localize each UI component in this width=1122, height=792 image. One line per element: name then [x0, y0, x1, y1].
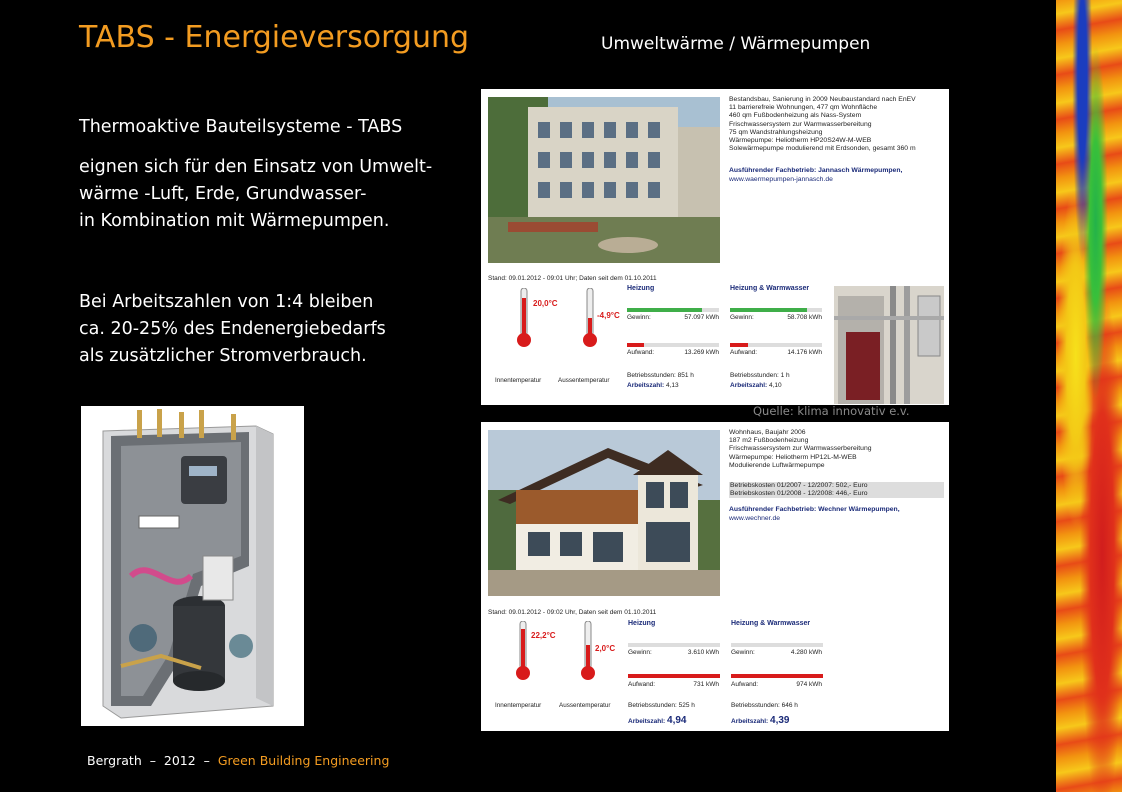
outdoor-label: Aussentemperatur — [558, 377, 610, 384]
footer — [87, 753, 389, 768]
info-line: Modulierende Luftwärmepumpe — [729, 461, 825, 469]
operating-cost-2008: Betriebskosten 01/2008 - 12/2008: 446,- Euro — [729, 490, 944, 498]
intro-line: Thermoaktive Bauteilsysteme - TABS — [79, 117, 403, 137]
cop-value: 4,39 — [770, 715, 790, 726]
cop-value: 4,13 — [666, 382, 679, 389]
heating-gain-fill — [627, 308, 702, 312]
house-drawing — [488, 430, 720, 596]
status-timestamp: Stand: 09.01.2012 - 09:01 Uhr; Daten seit dem 01.10.2011 — [488, 275, 657, 282]
page-title: TABS - Energieversorgung — [79, 20, 470, 55]
heat-pump-illustration — [81, 406, 304, 726]
heating-water-operating-hours: Betriebsstunden: 646 h — [731, 702, 798, 709]
contractor-url[interactable]: www.wechner.de — [729, 514, 781, 522]
heating-water-gain-label: Gewinn: — [730, 314, 754, 321]
outdoor-temperature: 2,0°C — [595, 644, 616, 653]
heating-gain-bar — [628, 643, 720, 647]
page-subtitle: Umweltwärme / Wärmepumpen — [601, 34, 871, 54]
heating-water-gain-value: 58.708 kWh — [787, 314, 822, 321]
workload-paragraph — [79, 289, 386, 370]
cop-label: Arbeitszahl: — [730, 382, 768, 389]
heating-gain-label: Gewinn: — [627, 314, 651, 321]
heating-operating-hours: Betriebsstunden: 525 h — [628, 702, 695, 709]
heating-water-cop — [731, 715, 789, 726]
info-line: 460 qm Fußbodenheizung als Nass-System — [729, 112, 862, 120]
cop-label: Arbeitszahl: — [627, 382, 665, 389]
indoor-label: Innentemperatur — [495, 702, 542, 709]
info-line: 11 barrierefreie Wohnungen, 477 qm Wohnfläche — [729, 104, 878, 112]
building-photo-2 — [488, 430, 720, 596]
heating-water-expense-value: 14.176 kWh — [787, 349, 822, 356]
text-line: wärme -Luft, Erde, Grundwasser- — [79, 184, 367, 204]
building-photo-1 — [488, 97, 720, 263]
heating-expense-fill — [628, 674, 720, 678]
footer-author: Bergrath — [87, 753, 142, 768]
contractor-name: Ausführender Fachbetrieb: Jannasch Wärmepumpen, — [729, 167, 903, 175]
outdoor-label: Aussentemperatur — [559, 702, 611, 709]
text-line: eignen sich für den Einsatz von Umwelt- — [79, 157, 433, 177]
text-line: ca. 20-25% des Endenergiebedarfs — [79, 319, 386, 339]
heating-water-expense-bar — [731, 674, 823, 678]
cop-value: 4,94 — [667, 715, 687, 726]
contractor-url[interactable]: www.waermepumpen-jannasch.de — [729, 175, 833, 183]
heating-water-expense-label: Aufwand: — [731, 681, 759, 688]
thermometer-indoor-icon — [517, 288, 531, 348]
heating-cop — [628, 715, 686, 726]
heating-title: Heizung — [628, 620, 656, 627]
heating-water-gain-bar — [730, 308, 822, 312]
thermal-image-strip — [1056, 0, 1122, 792]
heating-expense-value: 13.269 kWh — [684, 349, 719, 356]
info-line: Bestandsbau, Sanierung in 2009 Neubaustandard nach EnEV — [729, 96, 916, 103]
project-info-2 — [729, 429, 944, 523]
heating-expense-bar — [628, 674, 720, 678]
heating-title: Heizung — [627, 285, 655, 292]
project-panel-1 — [481, 89, 949, 405]
project-info-1 — [729, 96, 944, 184]
text-line: Bei Arbeitszahlen von 1:4 bleiben — [79, 292, 374, 312]
heating-gain-bar — [627, 308, 719, 312]
heating-water-operating-hours: Betriebsstunden: 1 h — [730, 372, 790, 379]
heating-gain-value: 57.097 kWh — [684, 314, 719, 321]
heating-expense-bar — [627, 343, 719, 347]
indoor-label: Innentemperatur — [495, 377, 542, 384]
heating-water-gain-label: Gewinn: — [731, 649, 755, 656]
heating-water-expense-fill — [731, 674, 823, 678]
heating-expense-value: 731 kWh — [693, 681, 719, 688]
outdoor-temperature: -4,9°C — [597, 311, 620, 320]
info-line: Frischwassersystem zur Warmwasserbereitung — [729, 445, 872, 453]
info-line: Frischwassersystem zur Warmwasserbereitung — [729, 120, 872, 128]
heating-gain-label: Gewinn: — [628, 649, 652, 656]
text-line: als zusätzlicher Stromverbrauch. — [79, 346, 367, 366]
contractor-name: Ausführender Fachbetrieb: Wechner Wärmepumpen, — [729, 506, 900, 514]
footer-year: 2012 — [163, 753, 196, 768]
thermometer-indoor-icon — [516, 621, 530, 681]
heating-gain-value: 3.610 kWh — [687, 649, 719, 656]
info-line: Wärmepumpe: Heliotherm HP12L-M-WEB — [729, 453, 857, 461]
heat-pump-drawing — [81, 406, 304, 726]
heating-expense-label: Aufwand: — [628, 681, 656, 688]
intro-paragraph — [79, 154, 432, 235]
heating-water-gain-value: 4.280 kWh — [790, 649, 822, 656]
info-line: Wohnhaus, Baujahr 2006 — [729, 429, 806, 436]
cop-value: 4,10 — [769, 382, 782, 389]
footer-separator: – — [203, 753, 210, 768]
heating-expense-fill — [627, 343, 644, 347]
heating-water-expense-value: 974 kWh — [796, 681, 822, 688]
cop-label: Arbeitszahl: — [731, 718, 769, 725]
heat-pump-room-photo — [834, 286, 944, 404]
heating-operating-hours: Betriebsstunden: 851 h — [627, 372, 694, 379]
info-line: Solewärmepumpe modulierend mit Erdsonden, gesamt 360 m — [729, 145, 916, 153]
text-line: in Kombination mit Wärmepumpen. — [79, 211, 390, 231]
project-panel-2 — [481, 422, 949, 731]
footer-highlight: Green Building Engineering — [217, 753, 390, 768]
heating-water-expense-fill — [730, 343, 748, 347]
info-line: 75 qm Wandstrahlungsheizung — [729, 128, 823, 136]
technical-room-drawing — [834, 286, 944, 404]
heating-water-title: Heizung & Warmwasser — [731, 620, 811, 627]
heating-water-title: Heizung & Warmwasser — [730, 285, 810, 292]
thermometer-outdoor-icon — [581, 621, 595, 681]
heating-water-cop — [730, 382, 782, 389]
info-line: 187 m2 Fußbodenheizung — [729, 437, 809, 445]
heating-cop — [627, 382, 679, 389]
apartment-building-drawing — [488, 97, 720, 263]
heating-water-gain-bar — [731, 643, 823, 647]
footer-separator: – — [149, 753, 156, 768]
heating-water-expense-bar — [730, 343, 822, 347]
operating-cost-2007: Betriebskosten 01/2007 - 12/2007: 502,- Euro — [729, 482, 944, 490]
source-caption: Quelle: klima innovativ e.v. — [753, 404, 910, 418]
heating-water-expense-label: Aufwand: — [730, 349, 758, 356]
info-line: Wärmepumpe: Heliotherm HP20S24W-M-WEB — [729, 137, 872, 145]
thermometer-outdoor-icon — [583, 288, 597, 348]
indoor-temperature: 22,2°C — [531, 631, 556, 640]
heating-water-gain-fill — [730, 308, 807, 312]
cop-label: Arbeitszahl: — [628, 718, 666, 725]
status-timestamp: Stand: 09.01.2012 - 09:02 Uhr, Daten seit dem 01.10.2011 — [488, 609, 657, 616]
heating-expense-label: Aufwand: — [627, 349, 655, 356]
indoor-temperature: 20,0°C — [533, 299, 558, 308]
